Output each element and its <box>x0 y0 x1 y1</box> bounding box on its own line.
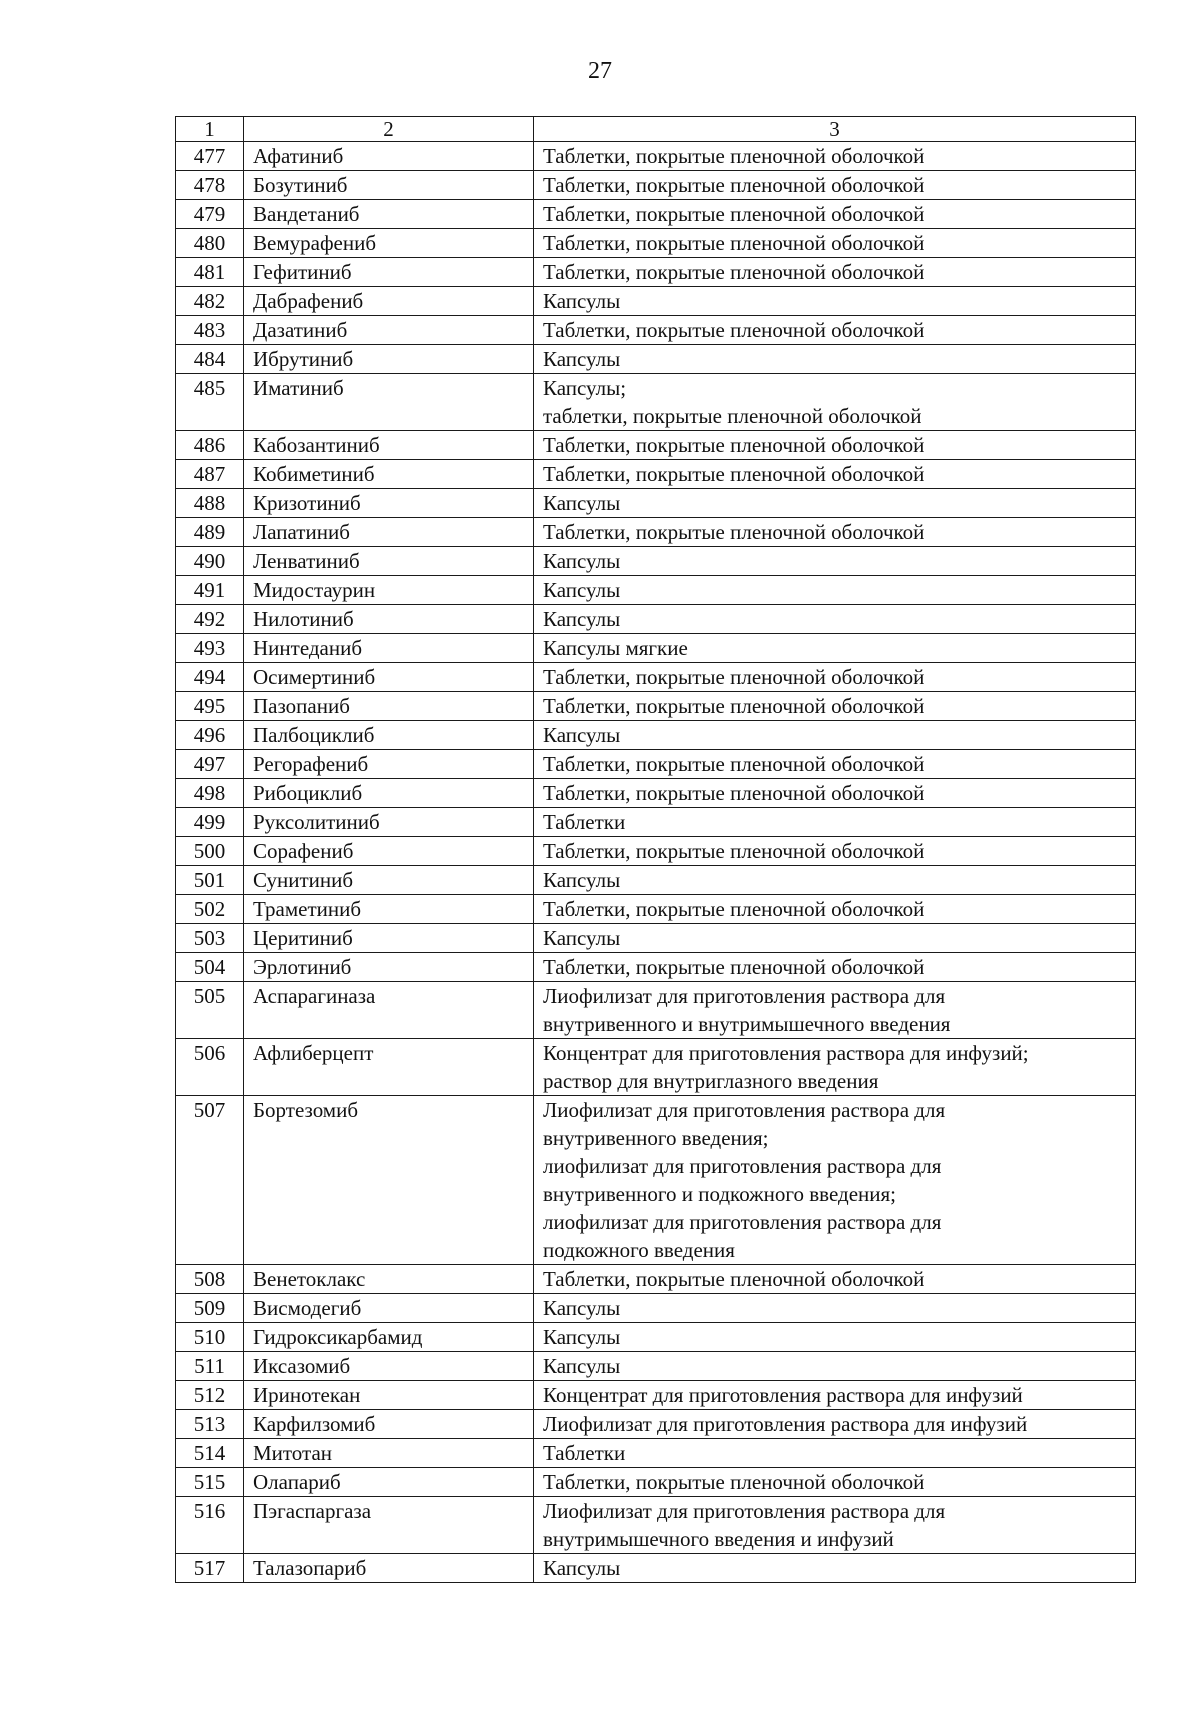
drug-name: Бортезомиб <box>244 1096 534 1265</box>
drug-name: Карфилзомиб <box>244 1410 534 1439</box>
dosage-form <box>534 200 1136 229</box>
dosage-form-line: Концентрат для приготовления раствора для инфузий; <box>543 1041 1029 1065</box>
dosage-form-line: Капсулы <box>543 607 621 631</box>
drug-name: Иринотекан <box>244 1381 534 1410</box>
dosage-form-line: Лиофилизат для приготовления раствора для инфузий <box>543 1412 1028 1436</box>
dosage-form <box>534 1468 1136 1497</box>
table-row <box>176 663 1136 692</box>
row-number: 500 <box>176 837 244 866</box>
dosage-form-line: Таблетки, покрытые пленочной оболочкой <box>543 897 925 921</box>
drug-name: Нинтеданиб <box>244 634 534 663</box>
header-row <box>176 117 1136 142</box>
drug-name: Ибрутиниб <box>244 345 534 374</box>
drug-name: Гидроксикарбамид <box>244 1323 534 1352</box>
row-number: 503 <box>176 924 244 953</box>
row-number: 497 <box>176 750 244 779</box>
dosage-form-line: Таблетки, покрытые пленочной оболочкой <box>543 520 925 544</box>
dosage-form-line: Капсулы <box>543 347 621 371</box>
row-number: 498 <box>176 779 244 808</box>
dosage-form-line: Капсулы <box>543 868 621 892</box>
row-number: 491 <box>176 576 244 605</box>
row-number: 512 <box>176 1381 244 1410</box>
drug-name: Рибоциклиб <box>244 779 534 808</box>
dosage-form <box>534 1554 1136 1583</box>
table-row <box>176 808 1136 837</box>
drug-name: Пэгаспаргаза <box>244 1497 534 1554</box>
dosage-form <box>534 460 1136 489</box>
row-number: 516 <box>176 1497 244 1554</box>
drug-name: Венетоклакс <box>244 1265 534 1294</box>
table-row <box>176 1352 1136 1381</box>
dosage-form-line: Таблетки, покрытые пленочной оболочкой <box>543 665 925 689</box>
dosage-form-line: Таблетки, покрытые пленочной оболочкой <box>543 260 925 284</box>
table-row <box>176 779 1136 808</box>
table-row <box>176 1410 1136 1439</box>
dosage-form <box>534 779 1136 808</box>
row-number: 493 <box>176 634 244 663</box>
dosage-form-line: Капсулы <box>543 578 621 602</box>
table-row <box>176 692 1136 721</box>
column-header: 3 <box>534 117 1136 142</box>
dosage-form <box>534 721 1136 750</box>
row-number: 499 <box>176 808 244 837</box>
drug-name: Сунитиниб <box>244 866 534 895</box>
row-number: 492 <box>176 605 244 634</box>
dosage-form-line: Капсулы <box>543 723 621 747</box>
dosage-form <box>534 982 1136 1039</box>
drug-name: Траметиниб <box>244 895 534 924</box>
dosage-form-line: Таблетки, покрытые пленочной оболочкой <box>543 318 925 342</box>
drug-name: Иксазомиб <box>244 1352 534 1381</box>
table-row <box>176 460 1136 489</box>
dosage-form <box>534 634 1136 663</box>
drug-name: Нилотиниб <box>244 605 534 634</box>
dosage-form <box>534 287 1136 316</box>
table-row <box>176 1039 1136 1096</box>
table-row <box>176 200 1136 229</box>
row-number: 486 <box>176 431 244 460</box>
row-number: 515 <box>176 1468 244 1497</box>
dosage-form-line: внутривенного и внутримышечного введения <box>543 1012 951 1036</box>
dosage-form-line: лиофилизат для приготовления раствора для <box>543 1210 942 1234</box>
row-number: 490 <box>176 547 244 576</box>
row-number: 485 <box>176 374 244 431</box>
dosage-form <box>534 1497 1136 1554</box>
dosage-form-line: Таблетки, покрытые пленочной оболочкой <box>543 173 925 197</box>
dosage-form-line: Таблетки, покрытые пленочной оболочкой <box>543 433 925 457</box>
dosage-form-line: Капсулы <box>543 1556 621 1580</box>
dosage-form-line: Таблетки <box>543 1441 626 1465</box>
dosage-form-line: Таблетки, покрытые пленочной оболочкой <box>543 781 925 805</box>
dosage-form <box>534 1294 1136 1323</box>
dosage-form <box>534 1352 1136 1381</box>
drug-name: Кобиметиниб <box>244 460 534 489</box>
table-row <box>176 142 1136 171</box>
dosage-form <box>534 1410 1136 1439</box>
dosage-form <box>534 837 1136 866</box>
dosage-form <box>534 692 1136 721</box>
dosage-form <box>534 316 1136 345</box>
drug-name: Кабозантиниб <box>244 431 534 460</box>
dosage-form-line: Капсулы; <box>543 376 627 400</box>
drug-name: Вемурафениб <box>244 229 534 258</box>
dosage-form <box>534 1381 1136 1410</box>
drug-name: Талазопариб <box>244 1554 534 1583</box>
row-number: 494 <box>176 663 244 692</box>
dosage-form-line: Таблетки, покрытые пленочной оболочкой <box>543 144 925 168</box>
column-header: 1 <box>176 117 244 142</box>
table-row <box>176 345 1136 374</box>
table-row <box>176 1381 1136 1410</box>
dosage-form-line: Таблетки, покрытые пленочной оболочкой <box>543 202 925 226</box>
dosage-form <box>534 953 1136 982</box>
dosage-form-line: Таблетки, покрытые пленочной оболочкой <box>543 1470 925 1494</box>
dosage-form <box>534 1096 1136 1265</box>
dosage-form <box>534 576 1136 605</box>
dosage-form-line: Таблетки, покрытые пленочной оболочкой <box>543 955 925 979</box>
drug-name: Осимертиниб <box>244 663 534 692</box>
table-row <box>176 229 1136 258</box>
row-number: 477 <box>176 142 244 171</box>
row-number: 496 <box>176 721 244 750</box>
row-number: 513 <box>176 1410 244 1439</box>
dosage-form-line: Капсулы мягкие <box>543 636 688 660</box>
row-number: 514 <box>176 1439 244 1468</box>
dosage-form <box>534 345 1136 374</box>
table-row <box>176 1497 1136 1554</box>
dosage-form <box>534 547 1136 576</box>
dosage-form <box>534 1323 1136 1352</box>
drug-name: Олапариб <box>244 1468 534 1497</box>
dosage-form-line: Капсулы <box>543 1354 621 1378</box>
row-number: 508 <box>176 1265 244 1294</box>
drug-name: Церитиниб <box>244 924 534 953</box>
row-number: 495 <box>176 692 244 721</box>
table-row <box>176 605 1136 634</box>
dosage-form-line: раствор для внутриглазного введения <box>543 1069 879 1093</box>
drug-table <box>175 116 1136 1583</box>
row-number: 481 <box>176 258 244 287</box>
drug-name: Гефитиниб <box>244 258 534 287</box>
table-row <box>176 924 1136 953</box>
drug-name: Дазатиниб <box>244 316 534 345</box>
drug-name: Иматиниб <box>244 374 534 431</box>
row-number: 511 <box>176 1352 244 1381</box>
dosage-form-line: Капсулы <box>543 926 621 950</box>
row-number: 509 <box>176 1294 244 1323</box>
row-number: 478 <box>176 171 244 200</box>
dosage-form <box>534 808 1136 837</box>
table-row <box>176 866 1136 895</box>
row-number: 480 <box>176 229 244 258</box>
drug-name: Пазопаниб <box>244 692 534 721</box>
dosage-form <box>534 431 1136 460</box>
row-number: 502 <box>176 895 244 924</box>
drug-name: Регорафениб <box>244 750 534 779</box>
dosage-form-line: таблетки, покрытые пленочной оболочкой <box>543 404 922 428</box>
row-number: 505 <box>176 982 244 1039</box>
table-row <box>176 1096 1136 1265</box>
dosage-form <box>534 258 1136 287</box>
dosage-form <box>534 171 1136 200</box>
drug-name: Вандетаниб <box>244 200 534 229</box>
table-row <box>176 518 1136 547</box>
row-number: 510 <box>176 1323 244 1352</box>
row-number: 501 <box>176 866 244 895</box>
drug-name: Висмодегиб <box>244 1294 534 1323</box>
table-row <box>176 287 1136 316</box>
dosage-form <box>534 663 1136 692</box>
table-row <box>176 953 1136 982</box>
table-row <box>176 576 1136 605</box>
row-number: 517 <box>176 1554 244 1583</box>
dosage-form-line: Таблетки, покрытые пленочной оболочкой <box>543 839 925 863</box>
dosage-form-line: Лиофилизат для приготовления раствора для <box>543 1499 946 1523</box>
dosage-form-line: Лиофилизат для приготовления раствора для <box>543 984 946 1008</box>
table-row <box>176 750 1136 779</box>
dosage-form <box>534 229 1136 258</box>
dosage-form-line: Капсулы <box>543 1325 621 1349</box>
table-row <box>176 982 1136 1039</box>
row-number: 487 <box>176 460 244 489</box>
table-row <box>176 1323 1136 1352</box>
drug-name: Эрлотиниб <box>244 953 534 982</box>
row-number: 483 <box>176 316 244 345</box>
drug-name: Афлиберцепт <box>244 1039 534 1096</box>
dosage-form-line: внутримышечного введения и инфузий <box>543 1527 894 1551</box>
dosage-form-line: внутривенного введения; <box>543 1126 769 1150</box>
row-number: 484 <box>176 345 244 374</box>
row-number: 489 <box>176 518 244 547</box>
dosage-form <box>534 374 1136 431</box>
dosage-form <box>534 518 1136 547</box>
table-row <box>176 1294 1136 1323</box>
dosage-form <box>534 895 1136 924</box>
table-row <box>176 1554 1136 1583</box>
dosage-form <box>534 142 1136 171</box>
drug-name: Мидостаурин <box>244 576 534 605</box>
row-number: 482 <box>176 287 244 316</box>
table-row <box>176 316 1136 345</box>
table-row <box>176 489 1136 518</box>
table-row <box>176 721 1136 750</box>
dosage-form-line: подкожного введения <box>543 1238 735 1262</box>
dosage-form-line: Таблетки, покрытые пленочной оболочкой <box>543 231 925 255</box>
row-number: 506 <box>176 1039 244 1096</box>
table-row <box>176 837 1136 866</box>
dosage-form-line: Капсулы <box>543 1296 621 1320</box>
dosage-form-line: Капсулы <box>543 289 621 313</box>
dosage-form-line: Таблетки <box>543 810 626 834</box>
table-row <box>176 258 1136 287</box>
row-number: 479 <box>176 200 244 229</box>
dosage-form-line: Капсулы <box>543 549 621 573</box>
table-row <box>176 431 1136 460</box>
dosage-form-line: Концентрат для приготовления раствора для инфузий <box>543 1383 1023 1407</box>
table-row <box>176 634 1136 663</box>
table-row <box>176 171 1136 200</box>
dosage-form <box>534 489 1136 518</box>
table-row <box>176 547 1136 576</box>
dosage-form-line: Лиофилизат для приготовления раствора для <box>543 1098 946 1122</box>
dosage-form-line: внутривенного и подкожного введения; <box>543 1182 896 1206</box>
table-row <box>176 1265 1136 1294</box>
dosage-form <box>534 1439 1136 1468</box>
drug-name: Дабрафениб <box>244 287 534 316</box>
table-row <box>176 1439 1136 1468</box>
dosage-form <box>534 605 1136 634</box>
drug-name: Сорафениб <box>244 837 534 866</box>
column-header: 2 <box>244 117 534 142</box>
row-number: 504 <box>176 953 244 982</box>
drug-name: Митотан <box>244 1439 534 1468</box>
drug-name: Бозутиниб <box>244 171 534 200</box>
drug-name: Палбоциклиб <box>244 721 534 750</box>
dosage-form <box>534 866 1136 895</box>
table-row <box>176 895 1136 924</box>
drug-name: Лапатиниб <box>244 518 534 547</box>
table-row <box>176 374 1136 431</box>
dosage-form <box>534 1039 1136 1096</box>
table-row <box>176 1468 1136 1497</box>
dosage-form-line: Таблетки, покрытые пленочной оболочкой <box>543 462 925 486</box>
drug-name: Ленватиниб <box>244 547 534 576</box>
row-number: 507 <box>176 1096 244 1265</box>
page-number: 27 <box>588 58 612 84</box>
table-body <box>176 117 1136 1583</box>
dosage-form-line: Таблетки, покрытые пленочной оболочкой <box>543 1267 925 1291</box>
drug-name: Афатиниб <box>244 142 534 171</box>
dosage-form <box>534 924 1136 953</box>
dosage-form-line: лиофилизат для приготовления раствора для <box>543 1154 942 1178</box>
dosage-form-line: Таблетки, покрытые пленочной оболочкой <box>543 752 925 776</box>
dosage-form-line: Капсулы <box>543 491 621 515</box>
drug-name: Руксолитиниб <box>244 808 534 837</box>
row-number: 488 <box>176 489 244 518</box>
dosage-form-line: Таблетки, покрытые пленочной оболочкой <box>543 694 925 718</box>
dosage-form <box>534 1265 1136 1294</box>
drug-name: Аспарагиназа <box>244 982 534 1039</box>
dosage-form <box>534 750 1136 779</box>
drug-name: Кризотиниб <box>244 489 534 518</box>
